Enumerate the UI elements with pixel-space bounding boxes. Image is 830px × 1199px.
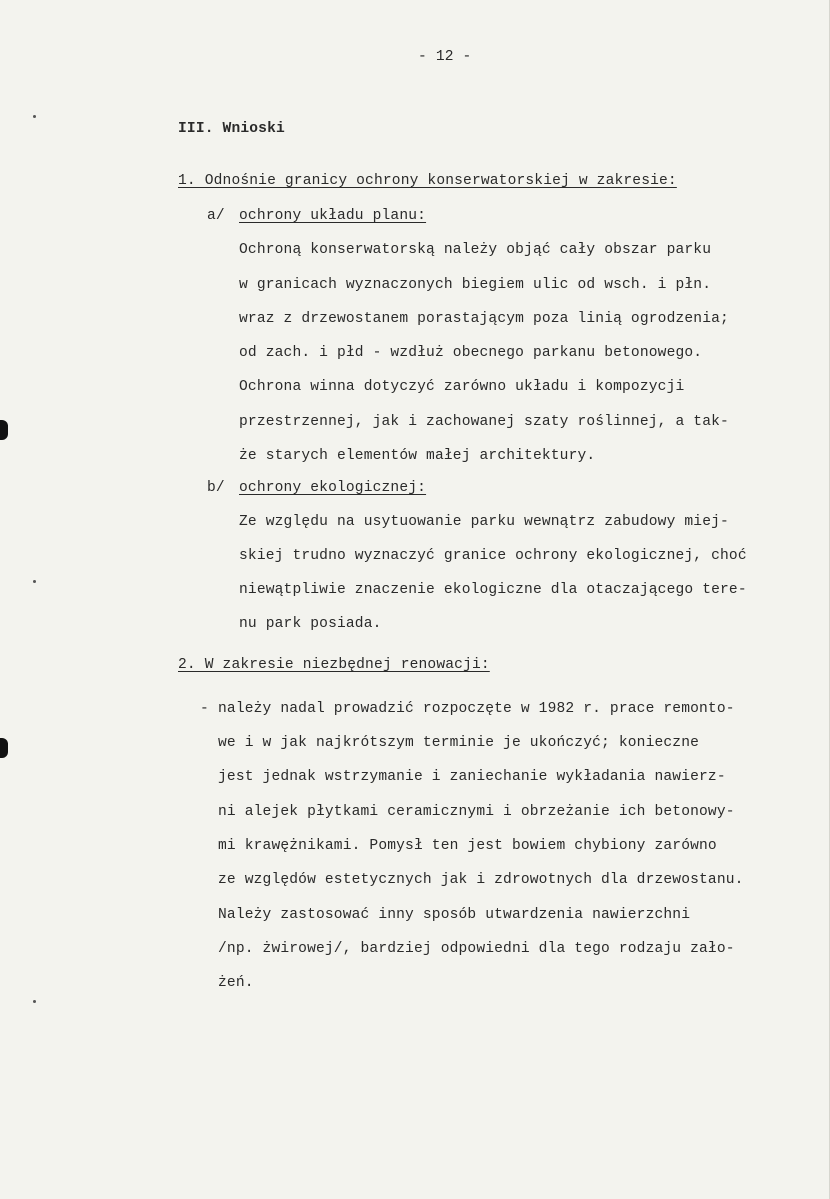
section-2-line: należy nadal prowadzić rozpoczęte w 1982 r. prace remonto- (218, 701, 735, 717)
item-a-line: Ochroną konserwatorską należy objąć cały obszar parku (239, 242, 712, 258)
item-b-title: ochrony ekologicznej: (239, 480, 427, 496)
section-title: III. Wnioski (178, 121, 285, 137)
section-2-line: ni alejek płytkami ceramicznymi i obrzeżanie ich betonowy- (218, 804, 735, 820)
item-a-marker: a/ (207, 208, 225, 224)
binder-mark (0, 738, 8, 758)
item-a-title: ochrony układu planu: (239, 208, 427, 224)
scan-speck (33, 115, 36, 118)
scan-speck (33, 1000, 36, 1003)
section-1-heading: 1. Odnośnie granicy ochrony konserwatorskiej w zakresie: (178, 173, 677, 189)
section-2-line: ze względów estetycznych jak i zdrowotnych dla drzewostanu. (218, 872, 744, 888)
item-a-line: w granicach wyznaczonych biegiem ulic od wsch. i płn. (239, 277, 712, 293)
binder-mark (0, 420, 8, 440)
item-b-marker: b/ (207, 480, 225, 496)
section-2-line: jest jednak wstrzymanie i zaniechanie wykładania nawierz- (218, 769, 726, 785)
section-2-line: mi krawężnikami. Pomysł ten jest bowiem chybiony zarówno (218, 838, 717, 854)
section-2-line: /np. żwirowej/, bardziej odpowiedni dla tego rodzaju zało- (218, 941, 735, 957)
item-b-line: Ze względu na usytuowanie parku wewnątrz zabudowy miej- (239, 514, 729, 530)
item-a-line: przestrzennej, jak i zachowanej szaty roślinnej, a tak- (239, 414, 729, 430)
scan-speck (33, 580, 36, 583)
section-2-line: we i w jak najkrótszym terminie je ukończyć; konieczne (218, 735, 700, 751)
page-number: - 12 - (418, 49, 472, 65)
item-b-line: niewątpliwie znaczenie ekologiczne dla otaczającego tere- (239, 582, 747, 598)
item-a-line: wraz z drzewostanem porastającym poza linią ogrodzenia; (239, 311, 729, 327)
list-dash: - (200, 701, 209, 717)
section-2-line: Należy zastosować inny sposób utwardzenia nawierzchni (218, 907, 691, 923)
item-b-line: skiej trudno wyznaczyć granice ochrony ekologicznej, choć (239, 548, 747, 564)
item-a-line: że starych elementów małej architektury. (239, 448, 596, 464)
item-b-line: nu park posiada. (239, 616, 382, 632)
section-2-heading: 2. W zakresie niezbędnej renowacji: (178, 657, 490, 673)
item-a-line: Ochrona winna dotyczyć zarówno układu i kompozycji (239, 379, 685, 395)
section-2-line: żeń. (218, 975, 254, 991)
item-a-line: od zach. i płd - wzdłuż obecnego parkanu betonowego. (239, 345, 703, 361)
